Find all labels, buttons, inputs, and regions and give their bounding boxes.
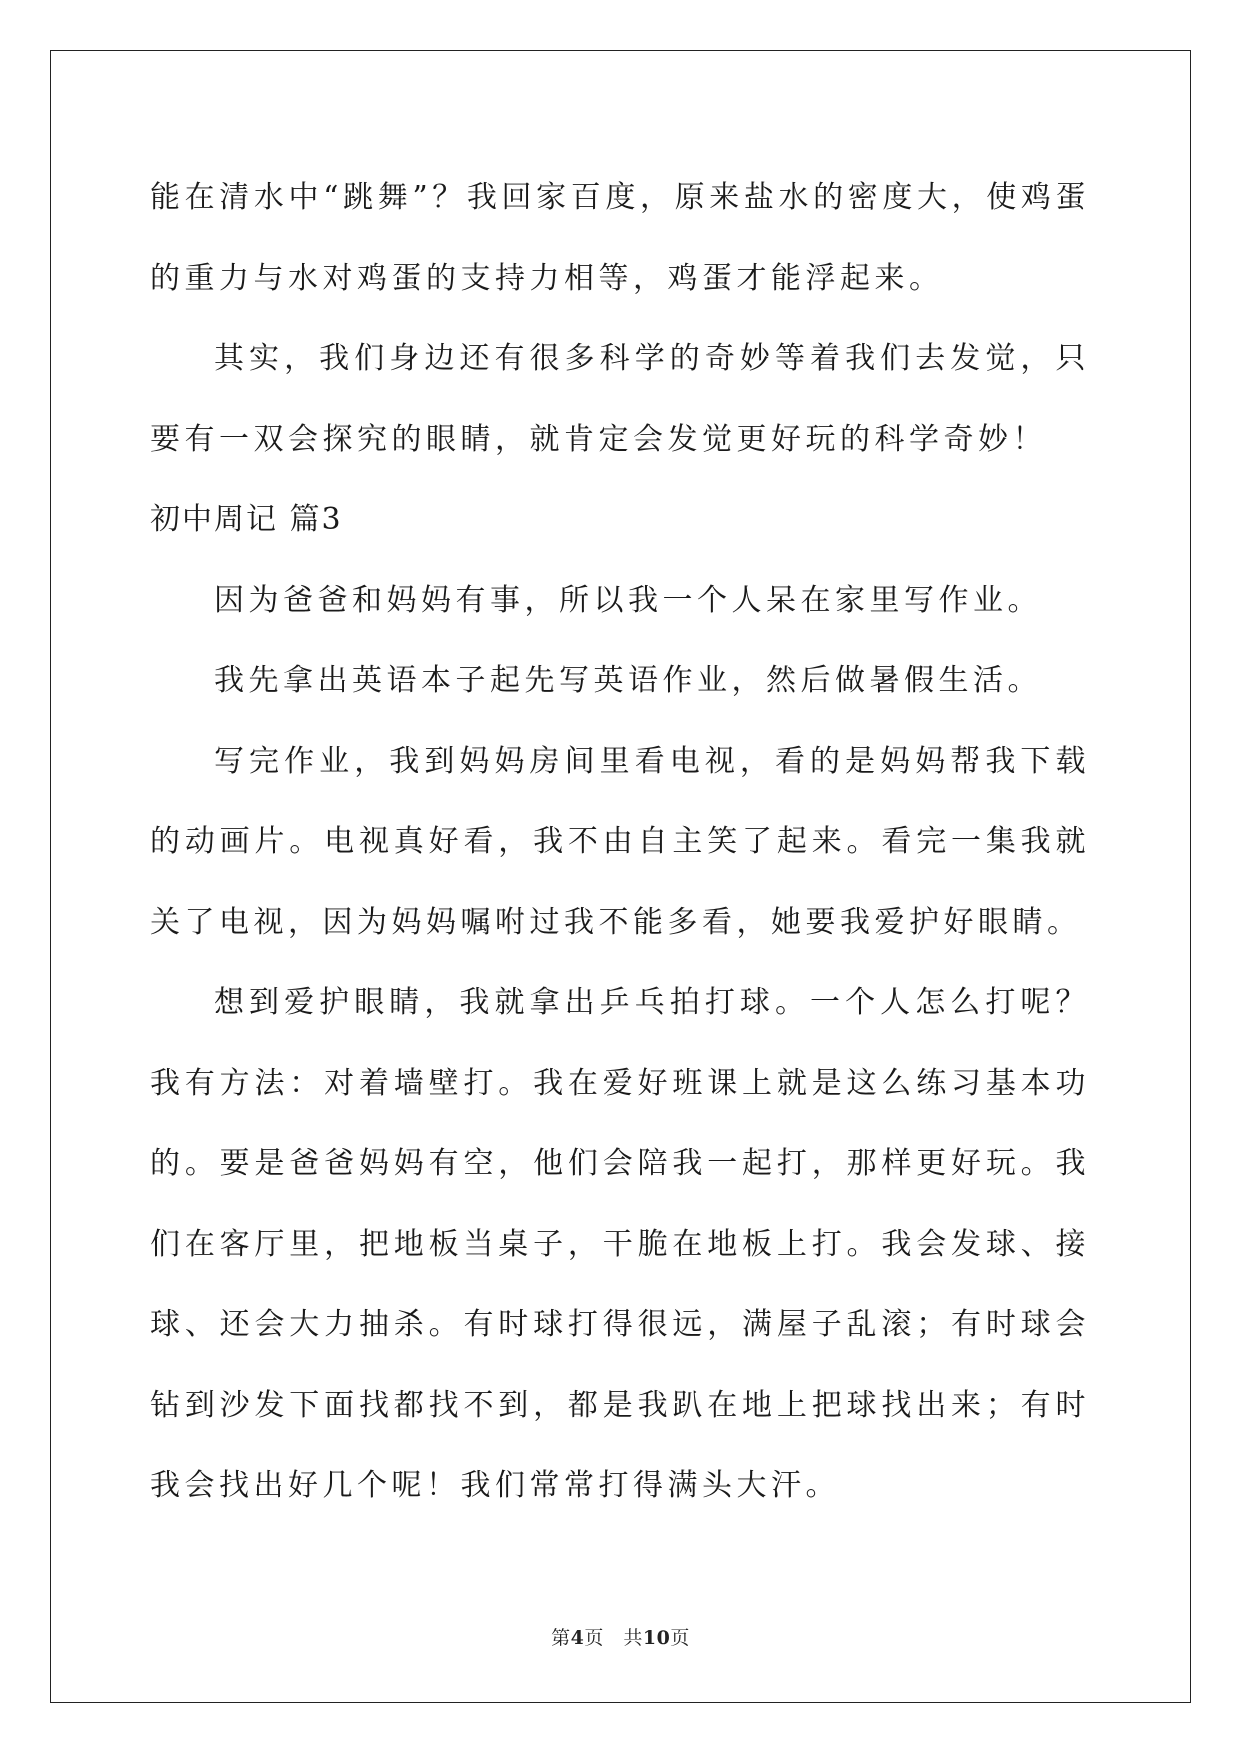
page-footer (0, 1623, 1241, 1650)
current-page-number: 4 (570, 1627, 585, 1649)
paragraph-continued: 能在清水中“跳舞”？我回家百度，原来盐水的密度大，使鸡蛋的重力与水对鸡蛋的支持力相等，鸡蛋才能浮起来。 (150, 180, 1090, 296)
paragraph: 因为爸爸和妈妈有事，所以我一个人呆在家里写作业。 (214, 582, 1042, 618)
paragraph: 我先拿出英语本子起先写英语作业，然后做暑假生活。 (214, 663, 1042, 698)
footer-suffix: 页 (670, 1627, 690, 1649)
footer-middle: 页 共 (584, 1627, 643, 1649)
document-body (150, 158, 1090, 1527)
section-heading: 初中周记 篇3 (150, 502, 343, 537)
paragraph: 想到爱护眼睛，我就拿出乒乓拍打球。一个人怎么打呢？我有方法：对着墙壁打。我在爱好班课上就是这么练习基本功的。要是爸爸妈妈有空，他们会陪我一起打，那样更好玩。我们在客厅里，把地板当桌子，干脆在地板上打。我会发球、接球、还会大力抽杀。有时球打得很远，满屋子乱滚；有时球会钻到沙发下面找都找不到，都是我趴在地上把球找出来；有时我会找出好几个呢！我们常常打得满头大汗。 (150, 985, 1090, 1503)
total-page-number: 10 (642, 1627, 671, 1649)
paragraph-conclusion: 其实，我们身边还有很多科学的奇妙等着我们去发觉，只要有一双会探究的眼睛，就肯定会发觉更好玩的科学奇妙！ (150, 341, 1090, 457)
paragraph: 写完作业，我到妈妈房间里看电视，看的是妈妈帮我下载的动画片。电视真好看，我不由自主笑了起来。看完一集我就关了电视，因为妈妈嘱咐过我不能多看，她要我爱护好眼睛。 (150, 743, 1090, 940)
footer-prefix: 第 (551, 1627, 571, 1649)
